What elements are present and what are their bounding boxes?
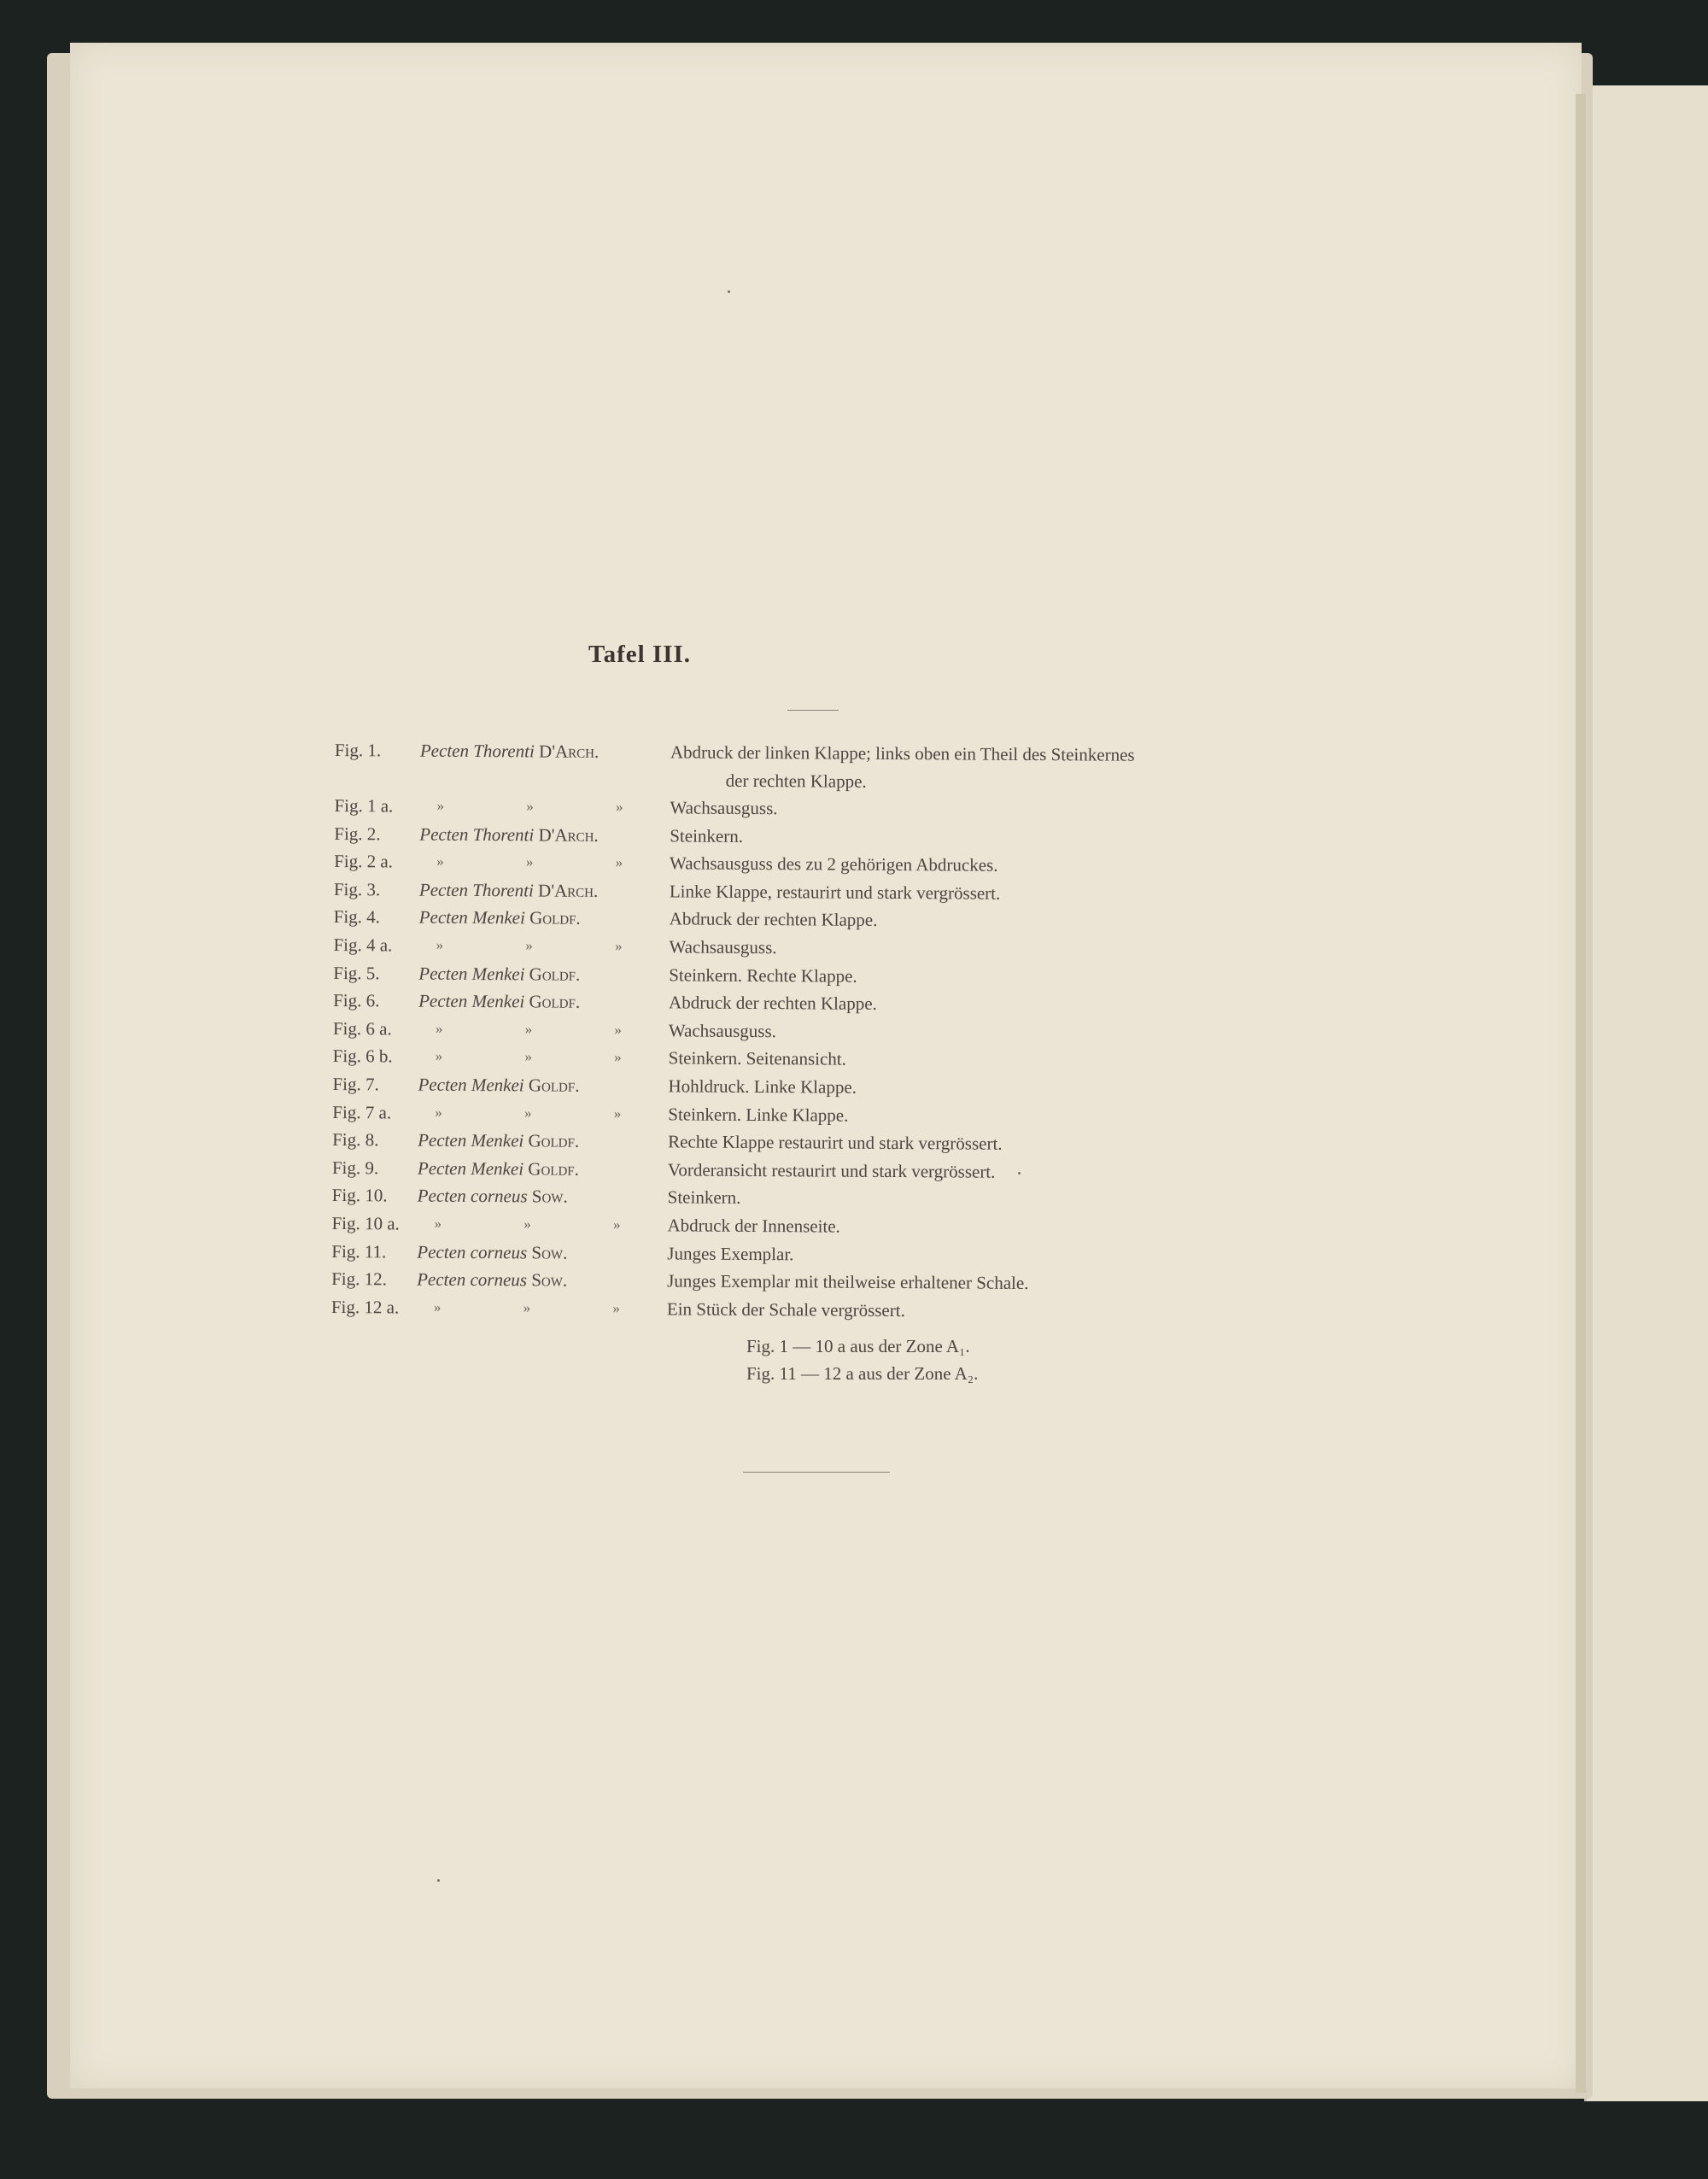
- description-text: Wachsausguss des zu 2 gehörigen Abdruckes.: [670, 852, 998, 876]
- description-text: Abdruck der linken Klappe; links oben ein Theil des Steinkernes: [670, 741, 1135, 765]
- figure-description: [667, 1295, 1333, 1327]
- species-genus: Pecten: [418, 906, 468, 928]
- species-genus: Pecten: [417, 1157, 467, 1179]
- species-epithet: Menkei: [471, 963, 525, 984]
- ditto-marks: » » »: [436, 852, 663, 871]
- species-author: Goldf.: [529, 907, 581, 929]
- ditto-marks: » » »: [435, 1104, 661, 1122]
- figure-description: [668, 1100, 1334, 1132]
- species-author: Sow.: [531, 1186, 568, 1207]
- description-text: Abdruck der Innenseite.: [667, 1215, 840, 1237]
- description-text: Vorderansicht restaurirt und stark vergrössert.: [667, 1159, 996, 1182]
- closing-rule: [743, 1472, 890, 1473]
- description-text: Junges Exemplar mit theilweise erhaltener Schale.: [667, 1270, 1029, 1294]
- figure-description: [670, 905, 1336, 937]
- description-text: Steinkern. Linke Klappe.: [668, 1103, 849, 1126]
- figure-number: Fig. 10.: [331, 1185, 388, 1206]
- figure-number: Fig. 9.: [331, 1157, 379, 1179]
- zone-note: Fig. 1 — 10 a aus der Zone A₁.: [746, 1336, 970, 1356]
- figure-description: [669, 989, 1335, 1021]
- figure-number: Fig. 12 a.: [330, 1296, 400, 1318]
- species-epithet: corneus: [471, 1186, 528, 1207]
- ditto-marks: » » »: [435, 1020, 661, 1039]
- species-author: Goldf.: [528, 1075, 580, 1096]
- description-text: Rechte Klappe restaurirt und stark vergrössert.: [668, 1131, 1003, 1154]
- species-genus: Pecten: [418, 879, 469, 900]
- species-author: Goldf.: [528, 1158, 580, 1180]
- description-text: Linke Klappe, restaurirt und stark vergrössert.: [669, 881, 1001, 904]
- figure-number: Fig. 7.: [332, 1073, 379, 1095]
- ditto-marks: » » »: [436, 936, 662, 955]
- figure-number: Fig. 11.: [331, 1240, 387, 1262]
- description-continuation: der rechten Klappe.: [725, 770, 867, 792]
- ditto-marks: » » »: [436, 797, 663, 816]
- description-text: Hohldruck. Linke Klappe.: [668, 1075, 857, 1098]
- species-genus: Pecten: [418, 1129, 467, 1151]
- facing-page: [1584, 85, 1708, 2101]
- species-author: Sow.: [531, 1241, 568, 1263]
- description-text: Steinkern. Seitenansicht.: [668, 1047, 846, 1070]
- description-text: Steinkern.: [667, 1186, 741, 1209]
- description-text: Wachsausguss.: [669, 936, 777, 958]
- plate-title: Tafel III.: [588, 641, 692, 668]
- figure-description: [670, 794, 1336, 825]
- species-author: Goldf.: [529, 963, 581, 985]
- figure-description: [668, 1184, 1334, 1215]
- species-genus: Pecten: [419, 740, 470, 761]
- figure-number: Fig. 10 a.: [331, 1212, 400, 1234]
- figure-description: [670, 850, 1336, 882]
- species-genus: Pecten: [417, 1268, 466, 1291]
- species-name: [419, 820, 658, 849]
- species-epithet: Menkei: [471, 1157, 524, 1180]
- species-epithet: Menkei: [471, 1074, 524, 1096]
- figure-number: Fig. 4.: [333, 906, 381, 928]
- description-text: Wachsausguss.: [668, 1020, 777, 1041]
- species-epithet: Menkei: [471, 991, 525, 1012]
- ditto-marks: » » »: [433, 1298, 659, 1317]
- figure-description: [669, 1016, 1335, 1048]
- figure-description: [668, 1128, 1334, 1160]
- description-text: Wachsausguss.: [670, 797, 778, 819]
- zone-notes: [746, 1333, 978, 1387]
- figure-number: Fig. 1.: [334, 739, 382, 761]
- figure-description: [670, 738, 1337, 798]
- figure-number: Fig. 12.: [331, 1268, 387, 1290]
- species-genus: Pecten: [418, 990, 468, 1012]
- species-epithet: corneus: [470, 1269, 528, 1291]
- species-name: [418, 987, 658, 1016]
- figure-description: [668, 1072, 1334, 1104]
- species-author: D'Arch.: [538, 880, 599, 901]
- figure-description: [670, 822, 1336, 853]
- figure-description: [669, 1045, 1335, 1076]
- figure-entry: [335, 736, 1445, 799]
- figure-description: [667, 1211, 1333, 1243]
- description-text: Ein Stück der Schale vergrössert.: [666, 1298, 905, 1321]
- species-name: [418, 1127, 657, 1156]
- zone-note: Fig. 11 — 12 a aus der Zone A₂.: [746, 1363, 979, 1384]
- description-text: Abdruck der rechten Klappe.: [669, 908, 878, 931]
- figure-number: Fig. 6.: [333, 990, 380, 1011]
- species-name: [418, 959, 658, 988]
- figure-number: Fig. 6 b.: [332, 1046, 393, 1067]
- figure-number: Fig. 1 a.: [334, 794, 394, 817]
- species-genus: Pecten: [418, 963, 468, 984]
- figure-description: [669, 933, 1335, 964]
- species-genus: Pecten: [417, 1241, 466, 1262]
- ditto-marks: » » »: [434, 1215, 660, 1233]
- species-epithet: Thorenti: [472, 879, 534, 901]
- species-name: [418, 1071, 657, 1100]
- figure-description: [669, 961, 1335, 993]
- species-author: Sow.: [531, 1269, 568, 1291]
- species-author: Goldf.: [528, 1130, 580, 1151]
- species-author: D'Arch.: [539, 741, 600, 762]
- figure-entry: [331, 1293, 1442, 1328]
- figure-number: Fig. 7 a.: [332, 1101, 392, 1122]
- figure-number: Fig. 5.: [333, 962, 380, 983]
- paper-speck: [1018, 1172, 1021, 1174]
- description-text: Abdruck der rechten Klappe.: [669, 992, 877, 1015]
- description-text: Steinkern.: [670, 824, 744, 846]
- species-epithet: Thorenti: [473, 740, 535, 762]
- species-name: [420, 737, 659, 766]
- paper-speck: [728, 290, 730, 293]
- species-epithet: Menkei: [471, 1130, 524, 1151]
- figure-description: [667, 1267, 1333, 1298]
- figure-number: Fig. 8.: [332, 1129, 379, 1151]
- figure-description: [670, 877, 1336, 909]
- species-author: D'Arch.: [538, 824, 599, 846]
- species-genus: Pecten: [417, 1185, 466, 1207]
- species-epithet: corneus: [470, 1241, 528, 1262]
- species-name: [418, 1154, 657, 1183]
- figure-number: Fig. 6 a.: [332, 1017, 392, 1040]
- description-text: Steinkern. Rechte Klappe.: [669, 964, 857, 987]
- species-genus: Pecten: [418, 1074, 467, 1095]
- paper-speck: [437, 1879, 440, 1882]
- figure-number: Fig. 3.: [333, 878, 381, 900]
- title-rule: [787, 710, 839, 711]
- figure-description: [668, 1156, 1334, 1187]
- plate-legend: [331, 736, 1445, 1327]
- species-author: Goldf.: [529, 991, 581, 1012]
- page-edge: [1576, 94, 1586, 2093]
- species-name: [417, 1266, 656, 1295]
- species-epithet: Menkei: [472, 907, 525, 928]
- species-name: [418, 1182, 657, 1211]
- species-epithet: Thorenti: [472, 823, 535, 846]
- species-name: [419, 876, 658, 905]
- figure-number: Fig. 2 a.: [334, 851, 394, 872]
- description-text: Junges Exemplar.: [667, 1242, 794, 1264]
- figure-number: Fig. 2.: [334, 823, 381, 844]
- figure-description: [667, 1239, 1333, 1271]
- document-page: [70, 43, 1582, 2088]
- species-genus: Pecten: [419, 823, 469, 845]
- figure-number: Fig. 4 a.: [333, 934, 393, 956]
- ditto-marks: » » »: [435, 1048, 661, 1066]
- species-name: [419, 904, 658, 933]
- species-name: [417, 1238, 656, 1267]
